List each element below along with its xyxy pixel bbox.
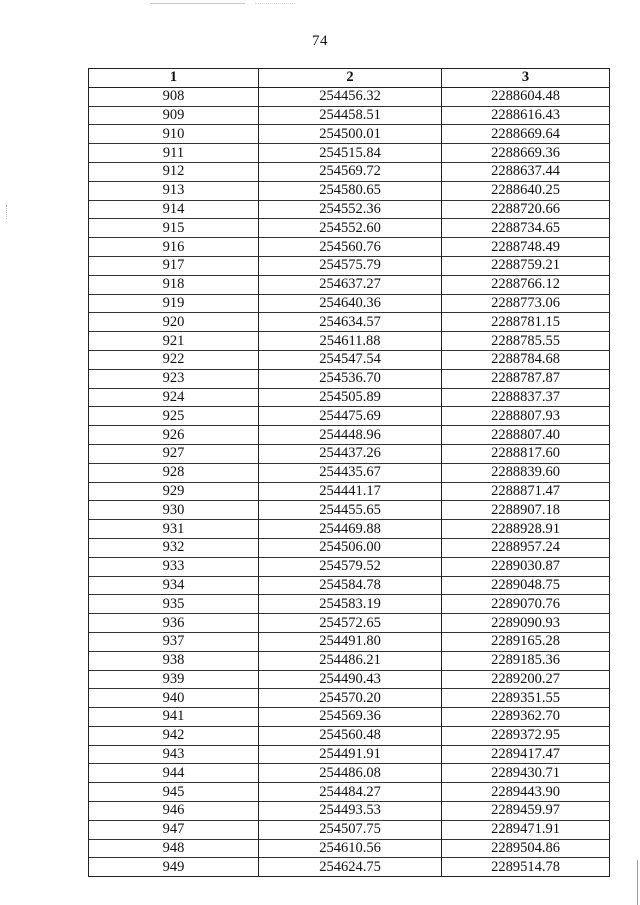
scan-artifact-dots <box>255 3 295 4</box>
cell-point-number: 945 <box>89 783 259 802</box>
cell-x-coordinate: 254610.56 <box>259 839 442 858</box>
cell-point-number: 929 <box>89 482 259 501</box>
cell-point-number: 916 <box>89 238 259 257</box>
table-row <box>89 538 610 557</box>
cell-x-coordinate: 254441.17 <box>259 482 442 501</box>
cell-x-coordinate: 254560.48 <box>259 726 442 745</box>
table-row <box>89 444 610 463</box>
table-row <box>89 256 610 275</box>
cell-point-number: 933 <box>89 557 259 576</box>
cell-point-number: 911 <box>89 144 259 163</box>
table-row <box>89 501 610 520</box>
table-row <box>89 219 610 238</box>
coordinates-table <box>88 68 610 877</box>
table-row <box>89 200 610 219</box>
cell-point-number: 934 <box>89 576 259 595</box>
cell-point-number: 937 <box>89 632 259 651</box>
table-row <box>89 87 610 106</box>
cell-point-number: 920 <box>89 313 259 332</box>
cell-x-coordinate: 254435.67 <box>259 463 442 482</box>
cell-y-coordinate: 2288759.21 <box>442 256 610 275</box>
cell-x-coordinate: 254500.01 <box>259 125 442 144</box>
cell-y-coordinate: 2289372.95 <box>442 726 610 745</box>
cell-y-coordinate: 2288748.49 <box>442 238 610 257</box>
cell-x-coordinate: 254486.08 <box>259 764 442 783</box>
cell-point-number: 946 <box>89 802 259 821</box>
cell-x-coordinate: 254515.84 <box>259 144 442 163</box>
cell-y-coordinate: 2289030.87 <box>442 557 610 576</box>
cell-point-number: 948 <box>89 839 259 858</box>
cell-y-coordinate: 2288807.40 <box>442 426 610 445</box>
cell-x-coordinate: 254469.88 <box>259 520 442 539</box>
cell-y-coordinate: 2289362.70 <box>442 708 610 727</box>
cell-x-coordinate: 254437.26 <box>259 444 442 463</box>
cell-y-coordinate: 2288773.06 <box>442 294 610 313</box>
table-row <box>89 407 610 426</box>
table-row <box>89 595 610 614</box>
cell-point-number: 917 <box>89 256 259 275</box>
table-row <box>89 632 610 651</box>
cell-y-coordinate: 2288785.55 <box>442 332 610 351</box>
cell-x-coordinate: 254637.27 <box>259 275 442 294</box>
cell-x-coordinate: 254552.36 <box>259 200 442 219</box>
cell-y-coordinate: 2288837.37 <box>442 388 610 407</box>
cell-x-coordinate: 254570.20 <box>259 689 442 708</box>
cell-y-coordinate: 2288957.24 <box>442 538 610 557</box>
cell-y-coordinate: 2289504.86 <box>442 839 610 858</box>
cell-y-coordinate: 2289514.78 <box>442 858 610 877</box>
cell-point-number: 941 <box>89 708 259 727</box>
cell-point-number: 922 <box>89 350 259 369</box>
cell-x-coordinate: 254456.32 <box>259 87 442 106</box>
cell-point-number: 926 <box>89 426 259 445</box>
cell-x-coordinate: 254552.60 <box>259 219 442 238</box>
table-row <box>89 670 610 689</box>
cell-point-number: 932 <box>89 538 259 557</box>
cell-x-coordinate: 254547.54 <box>259 350 442 369</box>
cell-y-coordinate: 2288839.60 <box>442 463 610 482</box>
cell-y-coordinate: 2288787.87 <box>442 369 610 388</box>
cell-point-number: 909 <box>89 106 259 125</box>
cell-x-coordinate: 254505.89 <box>259 388 442 407</box>
scan-artifact-line <box>150 3 245 4</box>
cell-y-coordinate: 2288871.47 <box>442 482 610 501</box>
cell-point-number: 947 <box>89 820 259 839</box>
cell-x-coordinate: 254580.65 <box>259 181 442 200</box>
cell-x-coordinate: 254583.19 <box>259 595 442 614</box>
cell-point-number: 910 <box>89 125 259 144</box>
cell-y-coordinate: 2288807.93 <box>442 407 610 426</box>
cell-y-coordinate: 2289090.93 <box>442 614 610 633</box>
cell-y-coordinate: 2288928.91 <box>442 520 610 539</box>
cell-x-coordinate: 254572.65 <box>259 614 442 633</box>
table-row <box>89 350 610 369</box>
table-row <box>89 839 610 858</box>
cell-point-number: 938 <box>89 651 259 670</box>
cell-x-coordinate: 254458.51 <box>259 106 442 125</box>
table-row <box>89 783 610 802</box>
table-header-row <box>89 69 610 88</box>
cell-x-coordinate: 254475.69 <box>259 407 442 426</box>
table-row <box>89 614 610 633</box>
cell-y-coordinate: 2288669.64 <box>442 125 610 144</box>
cell-point-number: 930 <box>89 501 259 520</box>
table-body <box>89 87 610 876</box>
table-row <box>89 482 610 501</box>
cell-y-coordinate: 2288669.36 <box>442 144 610 163</box>
cell-point-number: 914 <box>89 200 259 219</box>
cell-x-coordinate: 254584.78 <box>259 576 442 595</box>
column-header-y: 3 <box>442 69 610 88</box>
cell-point-number: 921 <box>89 332 259 351</box>
table-row <box>89 294 610 313</box>
table-row <box>89 858 610 877</box>
cell-point-number: 940 <box>89 689 259 708</box>
cell-y-coordinate: 2289048.75 <box>442 576 610 595</box>
cell-x-coordinate: 254579.52 <box>259 557 442 576</box>
table-row <box>89 181 610 200</box>
cell-x-coordinate: 254448.96 <box>259 426 442 445</box>
cell-x-coordinate: 254611.88 <box>259 332 442 351</box>
cell-y-coordinate: 2289430.71 <box>442 764 610 783</box>
cell-y-coordinate: 2289200.27 <box>442 670 610 689</box>
table-row <box>89 463 610 482</box>
table-row <box>89 144 610 163</box>
cell-point-number: 935 <box>89 595 259 614</box>
cell-x-coordinate: 254490.43 <box>259 670 442 689</box>
cell-point-number: 915 <box>89 219 259 238</box>
cell-x-coordinate: 254491.91 <box>259 745 442 764</box>
cell-y-coordinate: 2288781.15 <box>442 313 610 332</box>
cell-point-number: 919 <box>89 294 259 313</box>
table-row <box>89 726 610 745</box>
cell-y-coordinate: 2288766.12 <box>442 275 610 294</box>
table-row <box>89 520 610 539</box>
cell-y-coordinate: 2288720.66 <box>442 200 610 219</box>
cell-x-coordinate: 254624.75 <box>259 858 442 877</box>
cell-point-number: 943 <box>89 745 259 764</box>
cell-point-number: 925 <box>89 407 259 426</box>
cell-y-coordinate: 2288640.25 <box>442 181 610 200</box>
cell-x-coordinate: 254569.72 <box>259 162 442 181</box>
cell-point-number: 939 <box>89 670 259 689</box>
table-row <box>89 557 610 576</box>
cell-y-coordinate: 2288637.44 <box>442 162 610 181</box>
cell-y-coordinate: 2289185.36 <box>442 651 610 670</box>
cell-point-number: 942 <box>89 726 259 745</box>
table-row <box>89 708 610 727</box>
cell-y-coordinate: 2289459.97 <box>442 802 610 821</box>
table-row <box>89 162 610 181</box>
cell-y-coordinate: 2289070.76 <box>442 595 610 614</box>
table-row <box>89 689 610 708</box>
cell-y-coordinate: 2289165.28 <box>442 632 610 651</box>
table-row <box>89 764 610 783</box>
cell-point-number: 918 <box>89 275 259 294</box>
cell-point-number: 908 <box>89 87 259 106</box>
cell-y-coordinate: 2288907.18 <box>442 501 610 520</box>
cell-point-number: 936 <box>89 614 259 633</box>
cell-x-coordinate: 254506.00 <box>259 538 442 557</box>
cell-x-coordinate: 254484.27 <box>259 783 442 802</box>
table-row <box>89 745 610 764</box>
cell-y-coordinate: 2288604.48 <box>442 87 610 106</box>
cell-point-number: 944 <box>89 764 259 783</box>
column-header-x: 2 <box>259 69 442 88</box>
cell-point-number: 949 <box>89 858 259 877</box>
cell-y-coordinate: 2288817.60 <box>442 444 610 463</box>
table-row <box>89 388 610 407</box>
cell-x-coordinate: 254640.36 <box>259 294 442 313</box>
cell-point-number: 924 <box>89 388 259 407</box>
column-header-point: 1 <box>89 69 259 88</box>
page-number: 74 <box>312 33 328 49</box>
cell-y-coordinate: 2289351.55 <box>442 689 610 708</box>
cell-y-coordinate: 2288734.65 <box>442 219 610 238</box>
cell-point-number: 928 <box>89 463 259 482</box>
cell-x-coordinate: 254493.53 <box>259 802 442 821</box>
scan-artifact-margin-mark <box>6 205 9 219</box>
scan-artifact-page-edge <box>637 860 638 905</box>
cell-x-coordinate: 254507.75 <box>259 820 442 839</box>
cell-x-coordinate: 254575.79 <box>259 256 442 275</box>
cell-point-number: 912 <box>89 162 259 181</box>
table-row <box>89 106 610 125</box>
cell-point-number: 923 <box>89 369 259 388</box>
cell-point-number: 913 <box>89 181 259 200</box>
cell-x-coordinate: 254536.70 <box>259 369 442 388</box>
table-row <box>89 651 610 670</box>
cell-point-number: 931 <box>89 520 259 539</box>
cell-x-coordinate: 254491.80 <box>259 632 442 651</box>
table-row <box>89 369 610 388</box>
cell-x-coordinate: 254634.57 <box>259 313 442 332</box>
cell-y-coordinate: 2289443.90 <box>442 783 610 802</box>
table-row <box>89 426 610 445</box>
table-row <box>89 576 610 595</box>
table-row <box>89 820 610 839</box>
cell-point-number: 927 <box>89 444 259 463</box>
table-row <box>89 332 610 351</box>
cell-x-coordinate: 254569.36 <box>259 708 442 727</box>
table-row <box>89 125 610 144</box>
table-row <box>89 238 610 257</box>
table-row <box>89 313 610 332</box>
cell-y-coordinate: 2289471.91 <box>442 820 610 839</box>
cell-x-coordinate: 254560.76 <box>259 238 442 257</box>
cell-y-coordinate: 2289417.47 <box>442 745 610 764</box>
cell-y-coordinate: 2288784.68 <box>442 350 610 369</box>
cell-x-coordinate: 254486.21 <box>259 651 442 670</box>
cell-y-coordinate: 2288616.43 <box>442 106 610 125</box>
table-row <box>89 275 610 294</box>
cell-x-coordinate: 254455.65 <box>259 501 442 520</box>
table-row <box>89 802 610 821</box>
